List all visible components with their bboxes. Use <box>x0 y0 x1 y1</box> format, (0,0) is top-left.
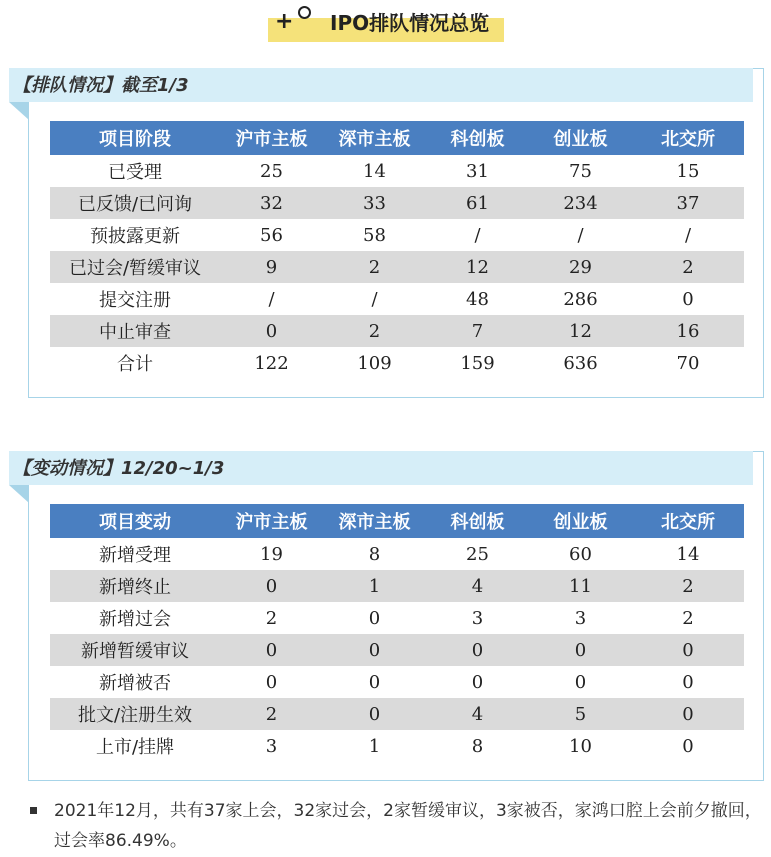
table-cell: 29 <box>529 251 632 283</box>
changes-header-row <box>50 504 744 538</box>
table-cell: 19 <box>220 538 323 570</box>
table-row <box>50 283 744 315</box>
table-cell: 48 <box>426 283 529 315</box>
table-row <box>50 602 744 634</box>
table-cell: 0 <box>220 666 323 698</box>
table-cell: 8 <box>323 538 426 570</box>
table-row <box>50 634 744 666</box>
table-cell: 0 <box>632 666 744 698</box>
table-row <box>50 219 744 251</box>
table-cell: 5 <box>529 698 632 730</box>
changes-section-title: 【变动情况】12/20~1/3 <box>13 458 225 479</box>
row-label: 已过会/暂缓审议 <box>50 251 220 283</box>
table-cell: 4 <box>426 570 529 602</box>
column-header: 科创板 <box>426 121 529 155</box>
tab-fold-decoration <box>9 485 29 503</box>
table-cell: 14 <box>632 538 744 570</box>
table-cell: 11 <box>529 570 632 602</box>
table-cell: 2 <box>323 251 426 283</box>
row-label: 上市/挂牌 <box>50 730 220 762</box>
column-header: 北交所 <box>632 504 744 538</box>
table-cell: 122 <box>220 347 323 379</box>
row-label: 合计 <box>50 347 220 379</box>
table-cell: 33 <box>323 187 426 219</box>
table-row <box>50 666 744 698</box>
summary-note-text: 2021年12月，共有37家上会，32家过会，2家暂缓审议，3家被否，家鸿口腔上会前夕撤回，过会率86.49%。 <box>54 801 762 851</box>
table-cell: 8 <box>426 730 529 762</box>
column-header: 创业板 <box>529 504 632 538</box>
column-header: 项目变动 <box>50 504 220 538</box>
table-cell: 37 <box>632 187 744 219</box>
column-header: 创业板 <box>529 121 632 155</box>
row-label: 中止审查 <box>50 315 220 347</box>
changes-panel <box>13 451 764 781</box>
table-row <box>50 251 744 283</box>
row-label: 新增被否 <box>50 666 220 698</box>
row-label: 提交注册 <box>50 283 220 315</box>
queue-header-row <box>50 121 744 155</box>
table-cell: 0 <box>220 315 323 347</box>
row-label: 预披露更新 <box>50 219 220 251</box>
table-cell: 0 <box>323 602 426 634</box>
table-cell: 0 <box>323 698 426 730</box>
table-cell: 61 <box>426 187 529 219</box>
table-cell: 0 <box>323 666 426 698</box>
table-row <box>50 155 744 187</box>
table-cell: 0 <box>426 666 529 698</box>
page-header <box>0 0 771 50</box>
table-row <box>50 315 744 347</box>
table-cell: 0 <box>220 570 323 602</box>
row-label: 新增受理 <box>50 538 220 570</box>
page-title: IPO排队情况总览 <box>330 11 490 35</box>
row-label: 新增暂缓审议 <box>50 634 220 666</box>
table-cell: / <box>426 219 529 251</box>
table-cell: 3 <box>529 602 632 634</box>
table-cell: 32 <box>220 187 323 219</box>
queue-section-title: 【排队情况】截至1/3 <box>13 75 189 96</box>
table-cell: 2 <box>632 602 744 634</box>
table-cell: 2 <box>220 602 323 634</box>
table-cell: 9 <box>220 251 323 283</box>
table-cell: 2 <box>220 698 323 730</box>
table-cell: 159 <box>426 347 529 379</box>
table-cell: 1 <box>323 570 426 602</box>
table-cell: 12 <box>426 251 529 283</box>
column-header: 沪市主板 <box>220 504 323 538</box>
column-header: 沪市主板 <box>220 121 323 155</box>
table-cell: 2 <box>323 315 426 347</box>
table-cell: 0 <box>323 634 426 666</box>
table-row <box>50 187 744 219</box>
table-cell: 636 <box>529 347 632 379</box>
table-row <box>50 347 744 379</box>
table-cell: 25 <box>426 538 529 570</box>
row-label: 新增终止 <box>50 570 220 602</box>
column-header: 深市主板 <box>323 504 426 538</box>
table-cell: 0 <box>529 666 632 698</box>
table-row <box>50 570 744 602</box>
table-row <box>50 730 744 762</box>
row-label: 已受理 <box>50 155 220 187</box>
table-cell: / <box>632 219 744 251</box>
table-cell: 0 <box>632 634 744 666</box>
circle-icon <box>298 6 311 19</box>
tab-fold-decoration <box>9 102 29 120</box>
table-cell: 2 <box>632 570 744 602</box>
table-cell: 60 <box>529 538 632 570</box>
table-cell: / <box>220 283 323 315</box>
column-header: 项目阶段 <box>50 121 220 155</box>
column-header: 科创板 <box>426 504 529 538</box>
table-cell: 56 <box>220 219 323 251</box>
table-cell: 12 <box>529 315 632 347</box>
table-cell: 7 <box>426 315 529 347</box>
row-label: 已反馈/已问询 <box>50 187 220 219</box>
table-cell: 15 <box>632 155 744 187</box>
table-cell: 1 <box>323 730 426 762</box>
table-cell: 70 <box>632 347 744 379</box>
table-cell: 286 <box>529 283 632 315</box>
plus-icon: + <box>275 9 294 34</box>
table-cell: 14 <box>323 155 426 187</box>
table-cell: 0 <box>632 698 744 730</box>
table-cell: 0 <box>529 634 632 666</box>
table-cell: 0 <box>632 730 744 762</box>
queue-table <box>50 121 744 379</box>
table-cell: 10 <box>529 730 632 762</box>
column-header: 深市主板 <box>323 121 426 155</box>
summary-note <box>30 796 765 856</box>
table-row <box>50 698 744 730</box>
table-cell: 31 <box>426 155 529 187</box>
bullet-icon <box>30 807 37 814</box>
queue-panel <box>13 68 764 398</box>
table-cell: 109 <box>323 347 426 379</box>
table-row <box>50 538 744 570</box>
table-cell: 16 <box>632 315 744 347</box>
row-label: 新增过会 <box>50 602 220 634</box>
table-cell: 0 <box>632 283 744 315</box>
table-cell: 58 <box>323 219 426 251</box>
table-cell: 3 <box>220 730 323 762</box>
table-cell: 0 <box>426 634 529 666</box>
table-cell: 2 <box>632 251 744 283</box>
table-cell: 234 <box>529 187 632 219</box>
column-header: 北交所 <box>632 121 744 155</box>
table-cell: 0 <box>220 634 323 666</box>
row-label: 批文/注册生效 <box>50 698 220 730</box>
table-cell: / <box>529 219 632 251</box>
changes-table <box>50 504 744 762</box>
table-cell: 25 <box>220 155 323 187</box>
table-cell: / <box>323 283 426 315</box>
table-cell: 3 <box>426 602 529 634</box>
table-cell: 4 <box>426 698 529 730</box>
table-cell: 75 <box>529 155 632 187</box>
